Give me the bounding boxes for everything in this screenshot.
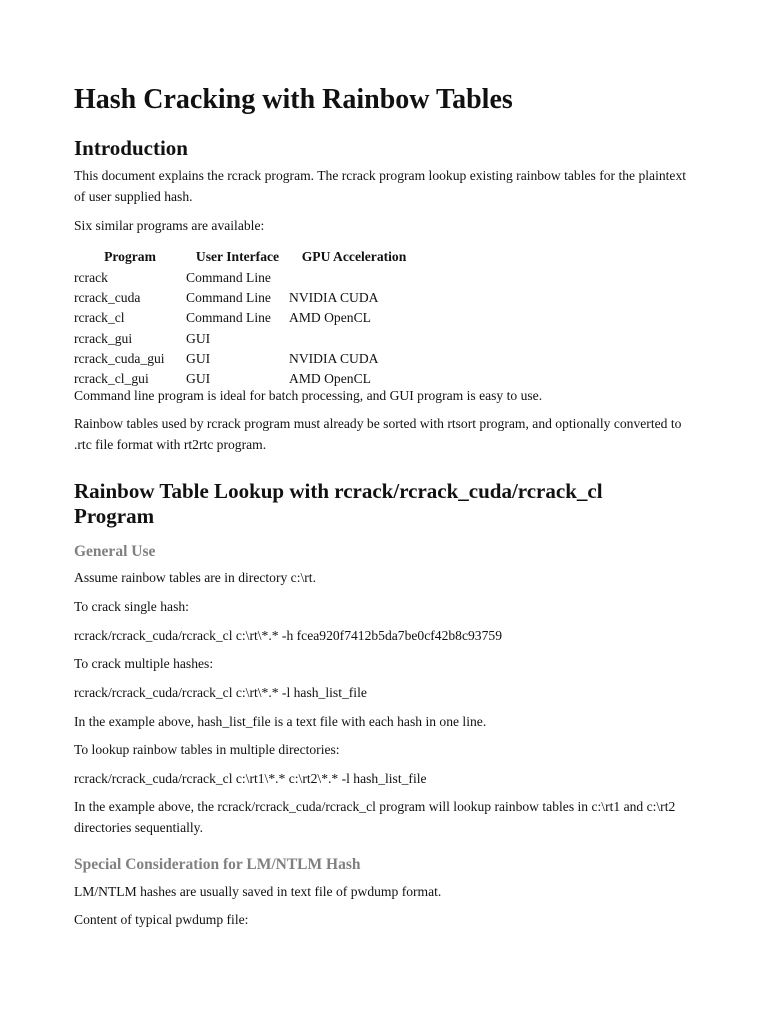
hash-list-file-note: In the example above, hash_list_file is a text file with each hash in one line. bbox=[74, 714, 487, 729]
table-row bbox=[74, 349, 419, 369]
gpu-acceleration-cell bbox=[289, 268, 419, 288]
general-use-directory-text: Assume rainbow tables are in directory c:\rt. bbox=[74, 570, 316, 585]
table-row bbox=[74, 329, 419, 349]
user-interface-cell: GUI bbox=[186, 330, 211, 346]
pwdump-content-text: Content of typical pwdump file: bbox=[74, 912, 249, 927]
program-cell: rcrack_cl bbox=[74, 310, 125, 326]
column-header-user-interface: User Interface bbox=[195, 249, 280, 264]
rainbow-tables-sorting-note: Rainbow tables used by rcrack program must already be sorted with rtsort program, and optionally converted to .rtc file format with rt2rtc program. bbox=[74, 416, 682, 452]
command-line-note: Command line program is ideal for batch processing, and GUI program is easy to use. bbox=[74, 388, 543, 403]
section-heading-rainbow-table-lookup: Rainbow Table Lookup with rcrack/rcrack_cuda/rcrack_cl Program bbox=[74, 479, 603, 528]
gpu-acceleration-cell: AMD OpenCL bbox=[289, 371, 371, 387]
gpu-acceleration-cell bbox=[289, 329, 419, 349]
column-header-gpu-acceleration: GPU Acceleration bbox=[301, 249, 407, 264]
table-row bbox=[74, 308, 419, 328]
lm-ntlm-pwdump-text: LM/NTLM hashes are usually saved in text file of pwdump format. bbox=[74, 884, 442, 899]
multiple-directories-note: In the example above, the rcrack/rcrack_cuda/rcrack_cl program will lookup rainbow tables in c:\rt1 and c:\rt2 directories sequentially. bbox=[74, 799, 676, 835]
crack-multiple-hashes-text: To crack multiple hashes: bbox=[74, 656, 214, 671]
gpu-acceleration-cell: AMD OpenCL bbox=[289, 310, 371, 326]
user-interface-cell: Command Line bbox=[186, 310, 271, 326]
table-row bbox=[74, 268, 419, 288]
multiple-directories-text: To lookup rainbow tables in multiple directories: bbox=[74, 742, 340, 757]
program-cell: rcrack_gui bbox=[74, 330, 133, 346]
crack-multiple-hashes-command: rcrack/rcrack_cuda/rcrack_cl c:\rt\*.* -l hash_list_file bbox=[74, 685, 367, 700]
subsection-heading-general-use: General Use bbox=[74, 543, 156, 560]
section-heading-introduction: Introduction bbox=[74, 136, 188, 160]
gpu-acceleration-cell: NVIDIA CUDA bbox=[289, 350, 379, 366]
program-cell: rcrack_cl_gui bbox=[74, 371, 149, 387]
column-header-program: Program bbox=[104, 249, 156, 264]
intro-paragraph: This document explains the rcrack program. The rcrack program lookup existing rainbow tables for the plaintext of user supplied hash. bbox=[74, 168, 687, 204]
subsection-heading-lm-ntlm: Special Consideration for LM/NTLM Hash bbox=[74, 856, 361, 873]
program-cell: rcrack_cuda bbox=[74, 290, 141, 306]
programs-table bbox=[74, 246, 419, 389]
multiple-directories-command: rcrack/rcrack_cuda/rcrack_cl c:\rt1\*.* c:\rt2\*.* -l hash_list_file bbox=[74, 771, 427, 786]
intro-available-programs-text: Six similar programs are available: bbox=[74, 218, 265, 233]
user-interface-cell: Command Line bbox=[186, 290, 271, 306]
crack-single-hash-command: rcrack/rcrack_cuda/rcrack_cl c:\rt\*.* -h fcea920f7412b5da7be0cf42b8c93759 bbox=[74, 628, 502, 643]
program-cell: rcrack bbox=[74, 270, 108, 286]
program-cell: rcrack_cuda_gui bbox=[74, 350, 165, 366]
gpu-acceleration-cell: NVIDIA CUDA bbox=[289, 290, 379, 306]
table-header-row bbox=[74, 246, 419, 268]
table-row bbox=[74, 288, 419, 308]
crack-single-hash-text: To crack single hash: bbox=[74, 599, 189, 614]
page-title: Hash Cracking with Rainbow Tables bbox=[74, 84, 513, 115]
user-interface-cell: GUI bbox=[186, 350, 211, 366]
user-interface-cell: Command Line bbox=[186, 270, 271, 286]
user-interface-cell: GUI bbox=[186, 371, 211, 387]
